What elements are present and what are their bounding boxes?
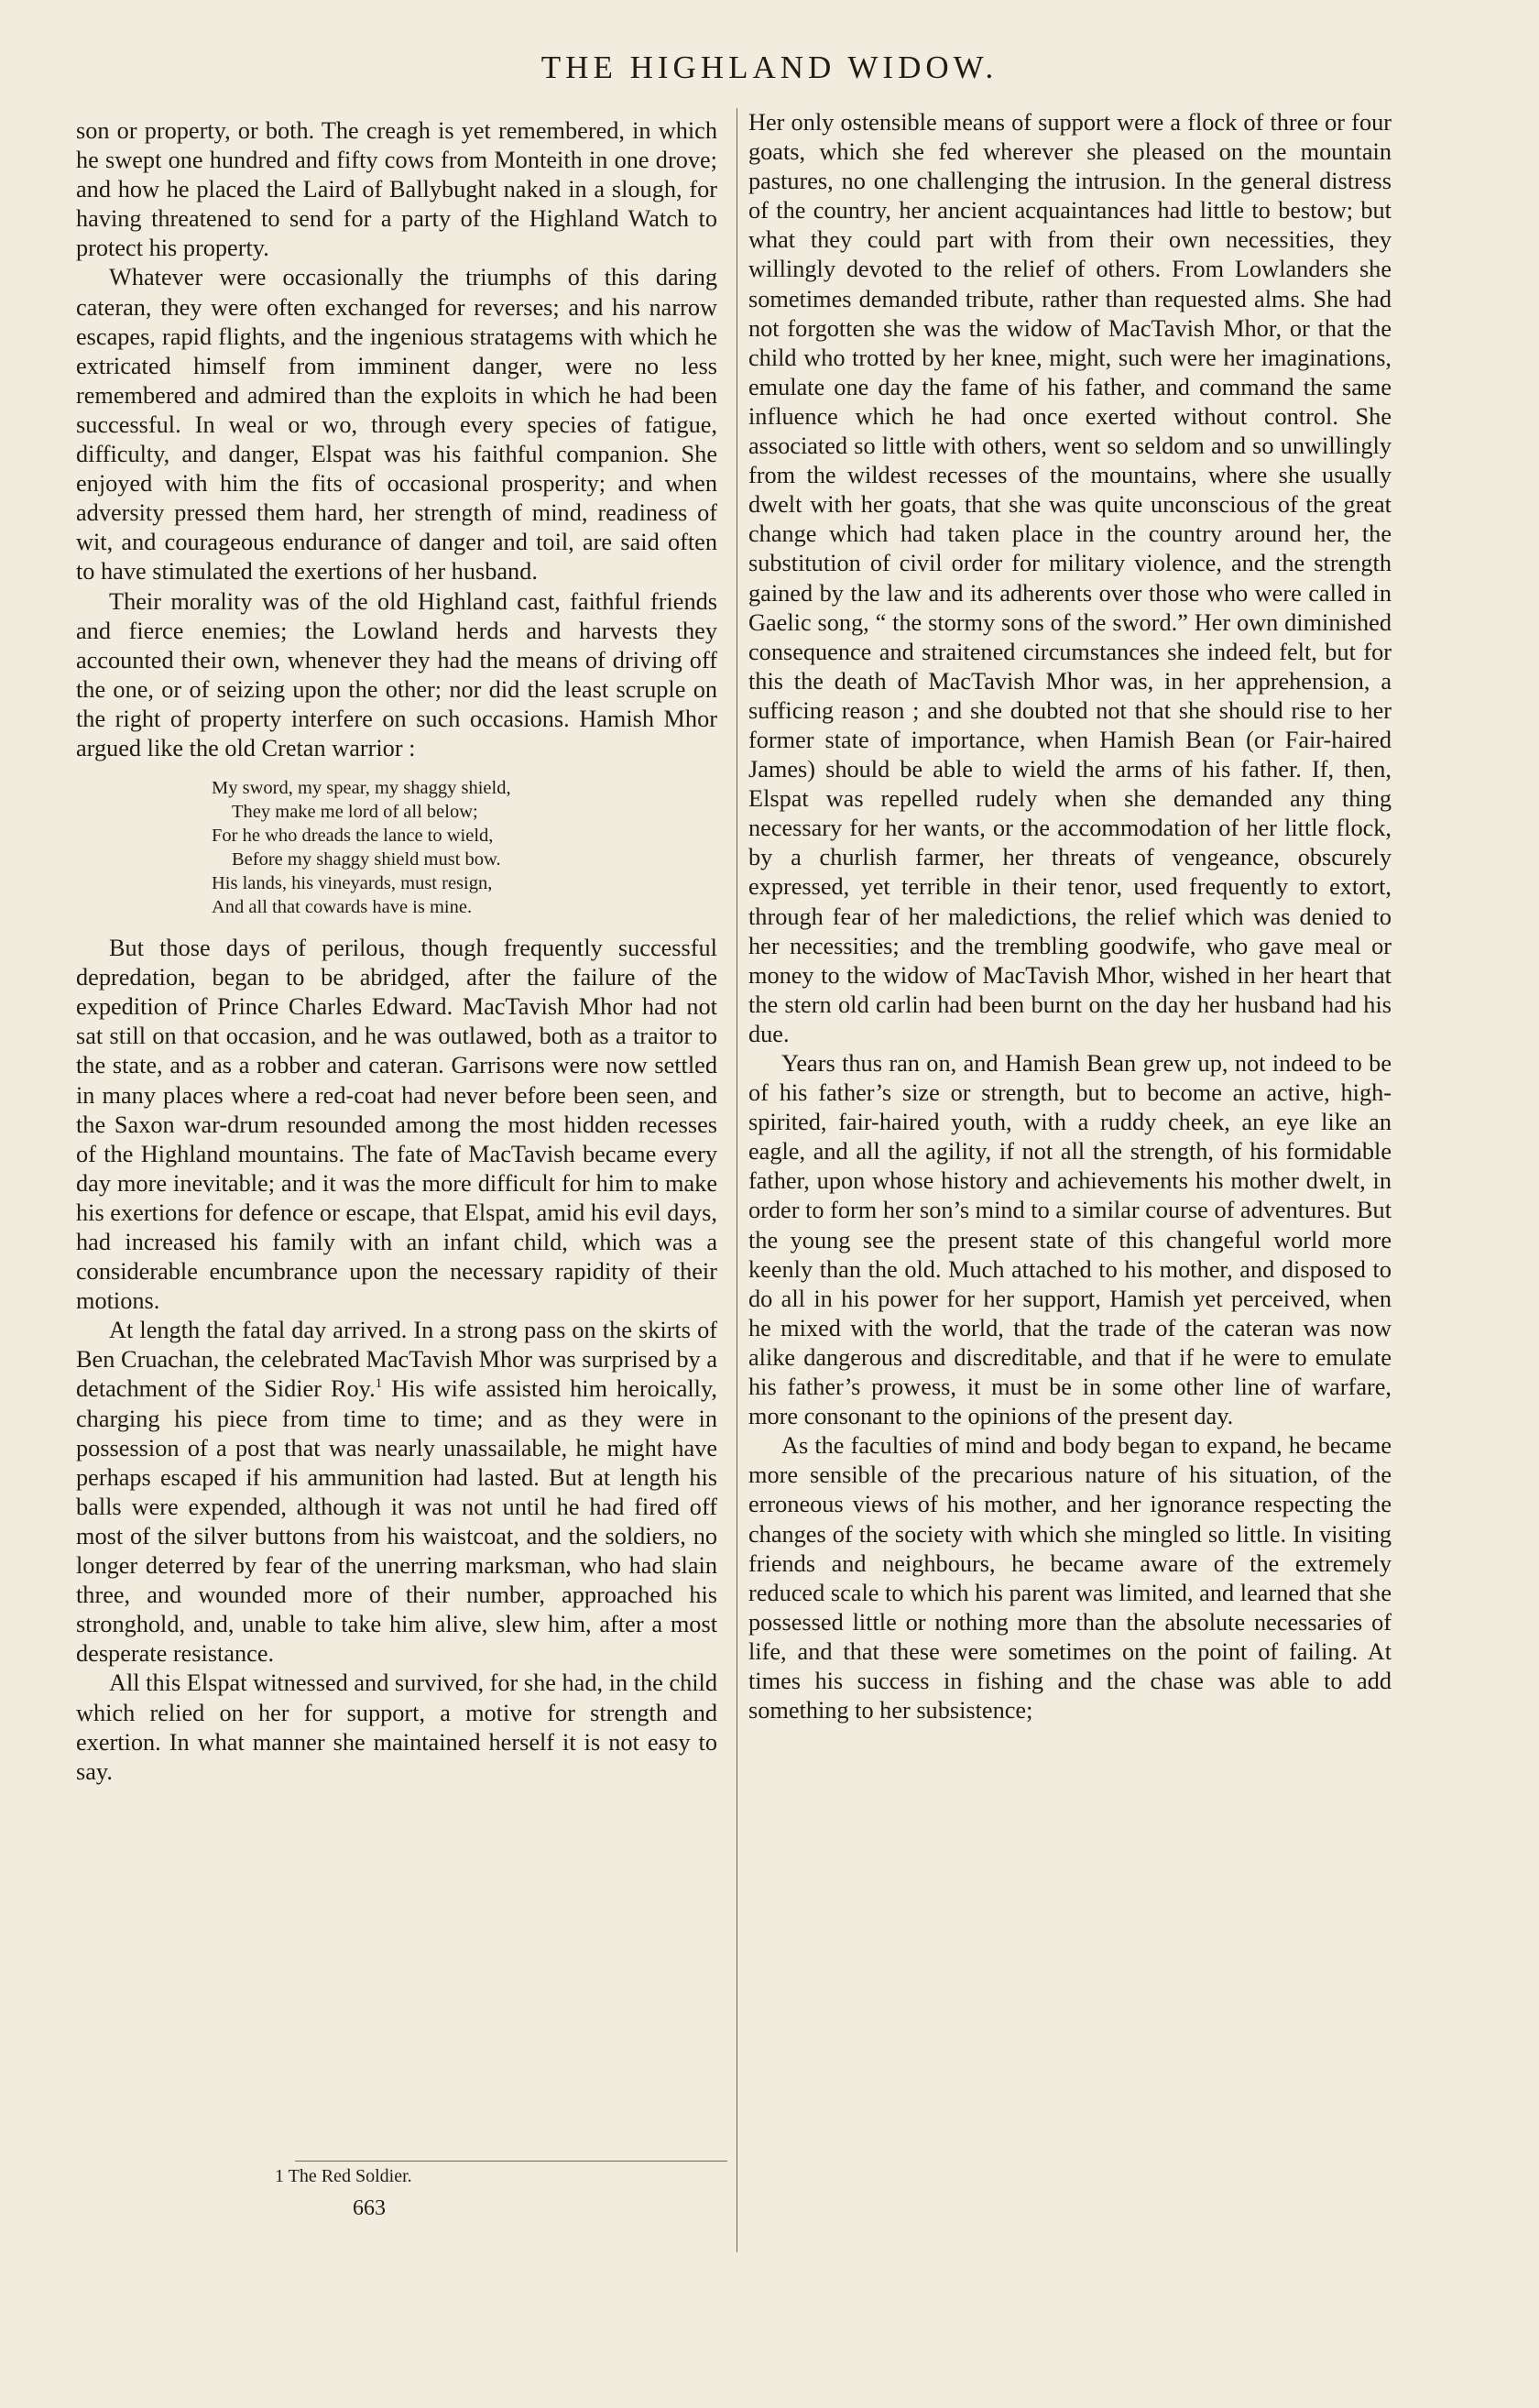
paragraph: Whatever were occasionally the triumphs of this daring cateran, they were often exchanged for reverses; and his narrow escapes, rapid flights, and the ingenious stratagems with which he extricated himself from imminent danger, were no less remembered and admired than the exploits in which he had been successful. In weal or wo, through every species of fatigue, difficulty, and danger, Elspat was his faithful companion. She enjoyed with him the fits of occasional prosperity; and when adversity pressed them hard, her strength of mind, readiness of wit, and courageous endurance of danger and toil, are said often to have stimulated the exertions of her husband. [76,264,717,586]
verse-line: Before my shaggy shield must bow. [232,849,501,870]
paragraph: son or property, or both. The creagh is yet remembered, in which he swept one hundred and fifty cows from Monteith in one drove; and how he placed the Laird of Ballybught naked in a slough, for having threatened to send for a party of the Highland Watch to protect his property. [76,117,717,262]
footnote-reference: 1 [375,1376,383,1392]
verse-line: For he who dreads the lance to wield, [212,826,494,847]
page-number: 663 [353,2196,386,2220]
verse-line: His lands, his vineyards, must resign, [212,873,493,894]
footnote-mark: 1 [275,2166,284,2186]
paragraph [76,1316,717,1669]
paragraph-text: At length the fatal day arrived. In a strong pass on the skirts of Ben Cruachan, the celebrated MacTavish Mhor was surprised by a detachment of the Sidier Roy. [76,1317,717,1403]
paragraph: But those days of perilous, though frequently successful depredation, began to be abridged, after the failure of the expedition of Prince Charles Edward. MacTavish Mhor had not sat still on that occasion, and he was outlawed, both as a traitor to the state, and as a robber and cateran. Garrisons were now settled in many places where a red-coat had never before been seen, and the Saxon war-drum resounded among the most hidden recesses of the Highland mountains. The fate of MacTavish became every day more inevitable; and it was the more difficult for him to make his exertions for defence or escape, that Elspat, amid his evil days, had increased his family with an infant child, which was a considerable encumbrance upon the necessary rapidity of their motions. [76,935,717,1315]
verse-line: They make me lord of all below; [232,802,478,823]
footnote [275,2164,412,2188]
paragraph: Years thus ran on, and Hamish Bean grew up, not indeed to be of his father’s size or strength, but to become an active, high-spirited, fair-haired youth, with a ruddy cheek, an eye like an eagle, and all the agility, if not all the strength, of his formidable father, upon whose history and achievements his mother dwelt, in order to form her son’s mind to a similar course of adventures. But the young see the present state of this changeful world more keenly than the old. Much attached to his mother, and disposed to do all in his power for her support, Hamish yet perceived, when he mixed with the world, that the trade of the cateran was now alike dangerous and discreditable, and that if he were to emulate his father’s prowess, it must be in some other line of warfare, more consonant to the opinions of the present day. [748,1050,1392,1430]
verse-line: My sword, my spear, my shaggy shield, [212,778,511,799]
left-column [76,116,717,1787]
right-column [748,108,1392,1725]
running-title: THE HIGHLAND WIDOW. [540,49,999,85]
paragraph: Their morality was of the old Highland cast, faithful friends and fierce enemies; the Lowland herds and harvests they accounted their own, whenever they had the means of driving off the one, or of seizing upon the other; nor did the least scruple on the right of property interfere on such occasions. Hamish Mhor argued like the old Cretan warrior : [76,587,717,761]
footnote-rule [295,2161,727,2162]
paragraph: All this Elspat witnessed and survived, for she had, in the child which relied on her for support, a motive for strength and exertion. In what manner she maintained herself it is not easy to say. [76,1669,717,1785]
verse-line: And all that cowards have is mine. [212,897,473,918]
paragraph: As the faculties of mind and body began to expand, he became more sensible of the precarious nature of his situation, of the erroneous views of his mother, and her ignorance respecting the changes of the society with which she mingled so little. In visiting friends and neighbours, he became aware of the extremely reduced scale to which his parent was limited, and learned that she possessed little or nothing more than the absolute necessaries of life, and that these were sometimes on the point of failing. At times his success in fishing and the chase was able to add something to her subsistence; [748,1432,1392,1724]
footnote-text: The Red Soldier. [288,2166,412,2186]
paragraph-text: His wife assisted him heroically, charging his piece from time to time; and as they were in possession of a post that was nearly unassailable, he might have perhaps escaped if his ammunition had lasted. But at length his balls were expended, although it was not until he had fired off most of the silver buttons from his waistcoat, and the soldiers, no longer deterred by fear of the unerring marksman, who had slain three, and wounded more of their number, approached his stronghold, and, unable to take him alive, slew him, after a most desperate resistance. [76,1375,717,1668]
paragraph: Her only ostensible means of support were a flock of three or four goats, which she fed wherever she pleased on the mountain pastures, no one challenging the intrusion. In the general distress of the country, her ancient acquaintances had little to bestow; but what they could part with from their own necessities, they willingly devoted to the relief of others. From Lowlanders she sometimes demanded tribute, rather than requested alms. She had not forgotten she was the widow of MacTavish Mhor, or that the child who trotted by her knee, might, such were her imaginations, emulate one day the fame of his father, and command the same influence which he had once exerted without control. She associated so little with others, went so seldom and so unwillingly from the wildest recesses of the mountains, where she usually dwelt with her goats, that she was quite unconscious of the great change which had taken place in the country around her, the substitution of civil order for military violence, and the strength gained by the law and its adherents over those who were called in Gaelic song, “ the stormy sons of the sword.” Her own diminished consequence and straitened circumstances she indeed felt, but for this the death of MacTavish Mhor was, in her apprehension, a sufficing reason ; and she doubted not that she should rise to her former state of importance, when Hamish Bean (or Fair-haired James) should be able to wield the arms of his father. If, then, Elspat was repelled rudely when she demanded any thing necessary for her wants, or the accommodation of her little flock, by a churlish farmer, her threats of vengeance, obscurely expressed, yet terrible in their tenor, used frequently to extort, through fear of her maledictions, the relief which was denied to her necessities; and the trembling goodwife, who gave meal or money to the widow of MacTavish Mhor, wished in her heart that the stern old carlin had been burnt on the day her husband had his due. [748,109,1392,1047]
verse-quotation [76,776,717,919]
